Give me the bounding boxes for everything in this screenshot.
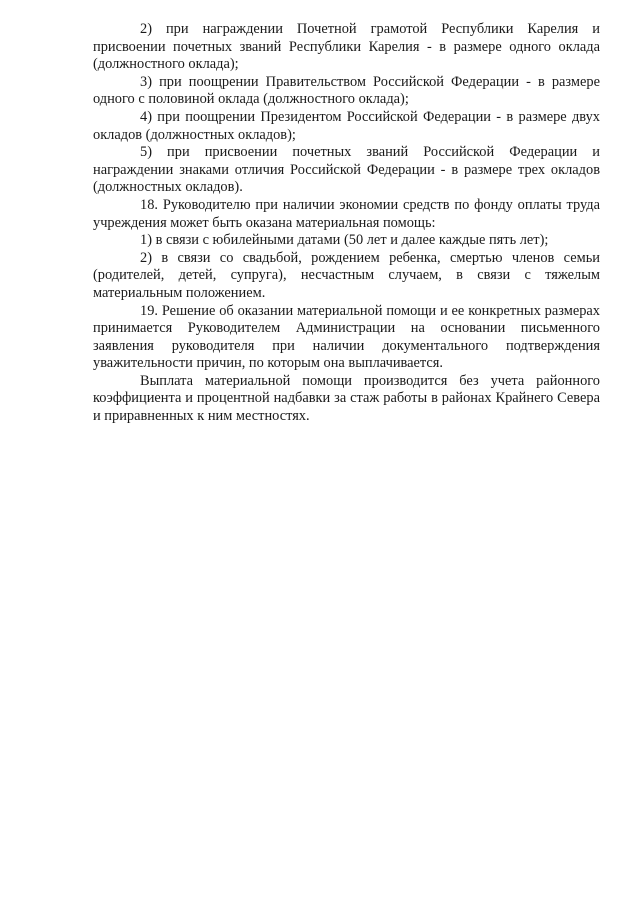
paragraph-item-2-family-events: 2) в связи со свадьбой, рождением ребенка, смертью членов семьи (родителей, детей, супруга), несчастным случаем, в связи с тяжелым материальным положением. — [93, 249, 600, 301]
paragraph-item-1-anniversary: 1) в связи с юбилейными датами (50 лет и далее каждые пять лет); — [140, 232, 549, 249]
paragraph-section-18: 18. Руководителю при наличии экономии средств по фонду оплаты труда учреждения может быть оказана материальная помощь: — [93, 196, 600, 231]
paragraph-item-2-award-karelia: 2) при награждении Почетной грамотой Республики Карелия и присвоении почетных званий Республики Карелия - в размере одного оклада (должностного оклада); — [93, 21, 600, 73]
document-body — [93, 21, 600, 426]
paragraph-item-3-government-award: 3) при поощрении Правительством Российской Федерации - в размере одного с половиной оклада (должностного оклада); — [93, 73, 600, 108]
paragraph-item-5-federal-titles: 5) при присвоении почетных званий Российской Федерации и награждении знаками отличия Российской Федерации - в размере трех окладов (должностных окладов). — [93, 144, 600, 196]
paragraph-section-19: 19. Решение об оказании материальной помощи и ее конкретных размерах принимается Руководителем Администрации на основании письменного заявления руководителя при наличии документального подтверждения уважительности причин, по которым она выплачивается. — [93, 302, 600, 372]
paragraph-payment-note: Выплата материальной помощи производится без учета районного коэффициента и процентной надбавки за стаж работы в районах Крайнего Севера и приравненных к ним местностях. — [93, 372, 600, 425]
paragraph-item-4-president-award: 4) при поощрении Президентом Российской Федерации - в размере двух окладов (должностных окладов); — [93, 108, 600, 143]
